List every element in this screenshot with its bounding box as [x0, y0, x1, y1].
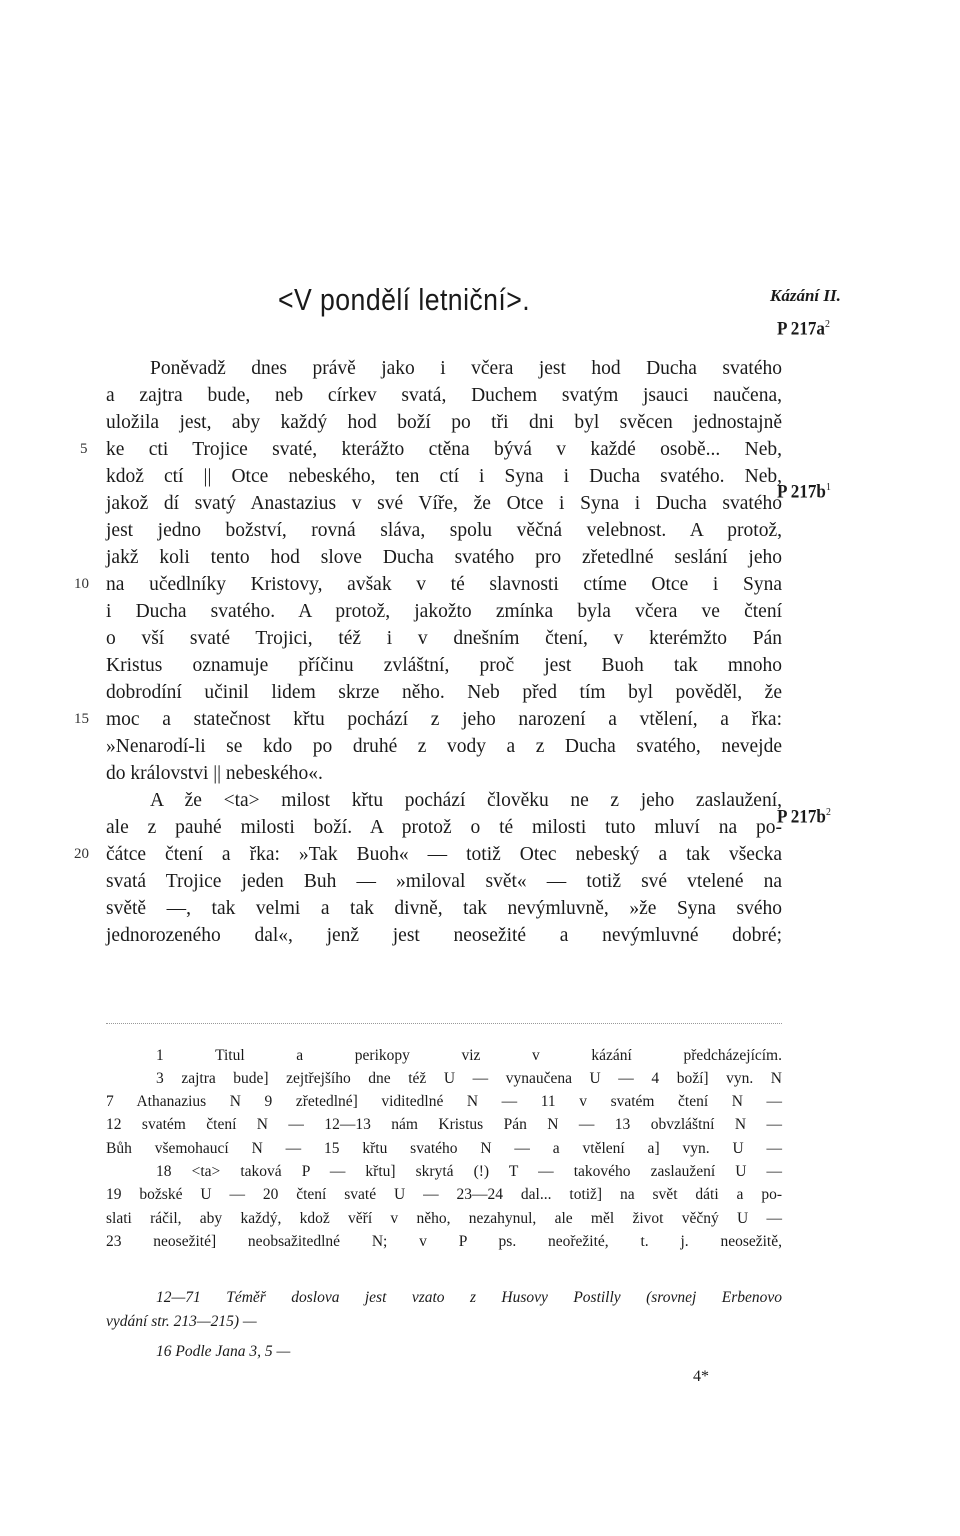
line-number: 15 — [74, 711, 89, 727]
source-note: vydání str. 213—215) — — [106, 1313, 257, 1330]
footnote-line: 19 božské U — 20 čtení svaté U — 23—24 dal... totiž] na svět dáti a po- — [106, 1186, 782, 1203]
sermon-title: <V pondělí letniční>. — [278, 282, 531, 317]
margin-ref-sup: 2 — [825, 806, 831, 818]
footnote-divider — [106, 1023, 782, 1024]
body-line: světě —, tak velmi a tak divně, tak nevýmluvně, »že Syna svého — [106, 898, 782, 919]
body-line: A že <ta> milost křtu pochází člověku ne z jeho zaslaužení, — [150, 790, 782, 811]
body-line: do královstvi || nebeského«. — [106, 763, 323, 784]
body-line: jakož dí svatý Anastazius v své Víře, že Otce i Syna i Ducha svatého — [106, 493, 782, 514]
body-line: »Nenarodí-li se kdo po druhé z vody a z Ducha svatého, nevejde — [106, 736, 782, 757]
page-number: 4* — [693, 1368, 709, 1385]
footnote-line: 3 zajtra bude] zejtřejšího dne též U — vynaučena U — 4 boží] vyn. N — [156, 1070, 782, 1087]
source-note: 16 Podle Jana 3, 5 — — [156, 1343, 291, 1360]
line-number: 20 — [74, 846, 89, 862]
body-line: kdož ctí || Otce nebeského, ten ctí i Syna i Ducha svatého. Neb, — [106, 466, 782, 487]
body-line: svatá Trojice jeden Buh — »miloval svět« — totiž své vtelené na — [106, 871, 782, 892]
footnote-line: 7 Athanazius N 9 zřetedlné] viditedlné N — 11 v svatém čtení N — — [106, 1093, 782, 1110]
footnote-line: 23 neosežité] neobsažitedlné N; v P ps. neořežité, t. j. neosežitě, — [106, 1233, 782, 1250]
body-line: na učedlníky Kristovy, avšak v té slavnosti ctíme Otce i Syna — [106, 574, 782, 595]
margin-ref-p217b1 — [777, 481, 831, 503]
body-line: ke cti Trojice svaté, kterážto ctěna bývá v každé osobě... Neb, — [106, 439, 782, 460]
footnote-line: slati ráčil, aby každý, kdož věří v něho, nezahynul, ale měl život věčný U — — [106, 1210, 782, 1227]
footnote-line: 12 svatém čtení N — 12—13 nám Kristus Pán N — 13 obvzláštní N — — [106, 1116, 782, 1133]
body-line: i Ducha svatého. A protož, jakožto zmínka byla včera ve čtení — [106, 601, 782, 622]
footnote-line: 18 <ta> taková P — křtu] skrytá (!) T — takového zaslaužení U — — [156, 1163, 782, 1180]
margin-ref-sup: 2 — [824, 318, 830, 330]
body-line: čátce čtení a řka: »Tak Buoh« — totiž Otec nebeský a tak všecka — [106, 844, 782, 865]
body-line: uložila jest, aby každý hod boží po tři dni byl svěcen jednostajně — [106, 412, 782, 433]
body-line: o vší svaté Trojici, též i v dnešním čtení, v kterémžto Pán — [106, 628, 782, 649]
margin-ref-label: P 217b — [777, 481, 826, 503]
line-number: 5 — [80, 441, 88, 457]
margin-ref-label: P 217b — [777, 806, 826, 828]
body-line: jednorozeného dal«, jenž jest neosežité a nevýmluvné dobré; — [106, 925, 782, 946]
footnote-line: 1 Titul a perikopy viz v kázání předcházejícím. — [156, 1047, 782, 1064]
margin-ref-sup: 1 — [825, 481, 831, 493]
margin-ref-p217b2 — [777, 806, 831, 828]
body-line: jakž koli tento hod slove Ducha svatého pro zřetedlné seslání jeho — [106, 547, 782, 568]
source-note: 12—71 Téměř doslova jest vzato z Husovy Postilly (srovnej Erbenovo — [156, 1289, 782, 1306]
body-line: moc a statečnost křtu pochází z jeho narození a vtělení, a řka: — [106, 709, 782, 730]
margin-ref-label: P 217a — [777, 318, 825, 340]
body-line: Poněvadž dnes právě jako i včera jest hod Ducha svatého — [150, 358, 782, 379]
footnote-line: Bůh všemohaucí N — 15 křtu svatého N — a vtělení a] vyn. U — — [106, 1140, 782, 1157]
margin-ref-p217a2 — [777, 318, 830, 340]
body-line: dobrodíní učinil lidem skrze něho. Neb před tím byl pověděl, že — [106, 682, 782, 703]
sermon-label: Kázání II. — [770, 286, 841, 305]
body-line: jest jedno božství, rovná sláva, spolu věčná velebnost. A protož, — [106, 520, 782, 541]
line-number: 10 — [74, 576, 89, 592]
body-line: a zajtra bude, neb církev svatá, Duchem svatým jsauci naučena, — [106, 385, 782, 406]
body-line: ale z pauhé milosti boží. A protož o té milosti tuto mluví na po- — [106, 817, 782, 838]
body-line: Kristus oznamuje příčinu zvláštní, proč jest Buoh tak mnoho — [106, 655, 782, 676]
